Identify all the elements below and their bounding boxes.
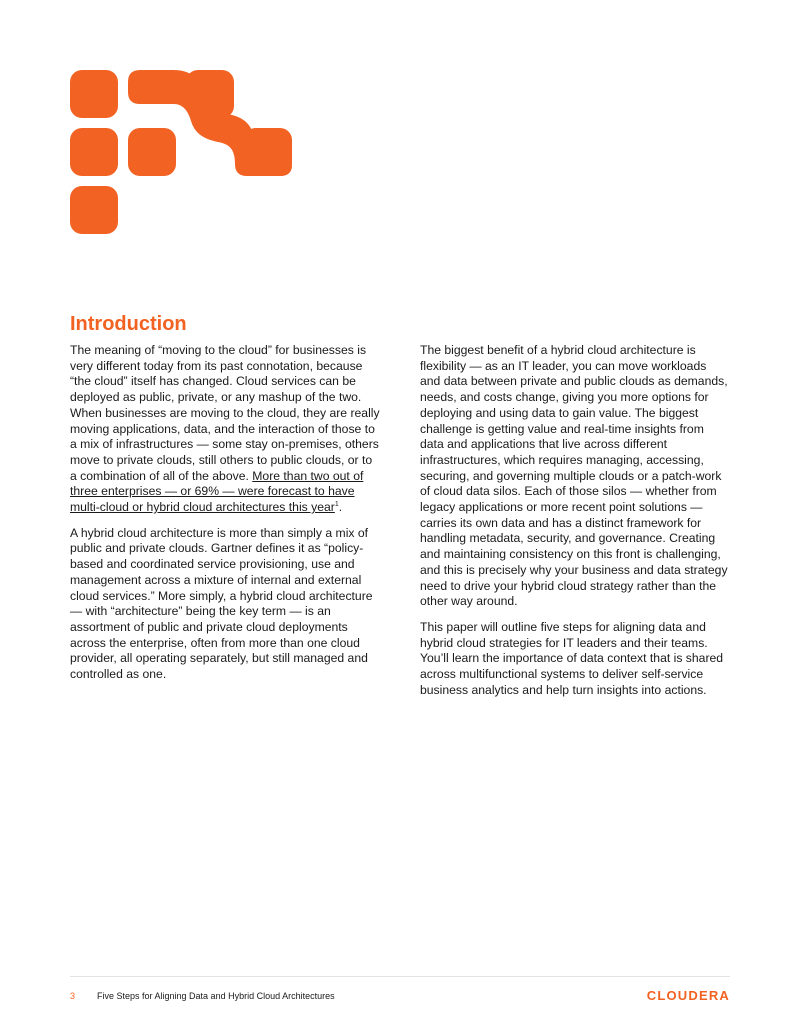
left-column [70,343,380,693]
logo-curve-shape [70,70,295,180]
paragraph-text: The meaning of “moving to the cloud” for businesses is very different today from its past connotation, because “the cloud” itself has changed. Cloud services can be deployed as public, private, or any mashup of the two. When businesses are moving to the cloud, they are really moving applications, data, and the interaction of those to a mix of infrastructures — some stay on-premises, others move to private clouds, still others to public clouds, or to a combination of all of the above. [70,343,380,483]
right-column [420,343,730,708]
footer-divider [70,976,730,977]
paragraph: A hybrid cloud architecture is more than simply a mix of public and private clouds. Gartner defines it as “policy-based and coordinated service provisioning, use and management across a mixture of internal and external cloud services.” More simply, a hybrid cloud architecture — with “architecture” being the key term — is an assortment of public and private cloud deployments across the enterprise, often from more than one cloud provider, all operating separately, but still managed and controlled as one. [70,525,373,682]
paragraph-text: . [338,500,343,515]
paragraph: The biggest benefit of a hybrid cloud architecture is flexibility — as an IT leader, you can move workloads and data between private and public clouds as demands, needs, and costs change, giving you more options for deploying and using data to gain value. The biggest challenge is getting value and real-time insights from data and applications that live across different infrastructures, which requires managing, accessing, securing, and governing multiple clouds or a patch-work of cloud data silos. Each of those silos — whether from legacy applications or more recent point solutions — carries its own data and has a distinct framework for handling metadata, security, and governance. Creating and maintaining consistency on this front is challenging, and this is precisely why your business and data strategy need to drive your hybrid cloud strategy rather than the other way around. [420,343,728,609]
cloudera-wordmark: CLOUDERA [646,988,730,1003]
footer-document-title: Five Steps for Aligning Data and Hybrid Cloud Architectures [97,991,335,1001]
statistic-link[interactable]: More than two out of three enterprises — or 69% — were forecast to have multi-cloud or hybrid cloud architectures this year [70,468,364,515]
logo-block [70,186,118,234]
cloudera-block-mark-icon [70,70,295,240]
paragraph: This paper will outline five steps for aligning data and hybrid cloud strategies for IT leaders and their teams. You’ll learn the importance of data context that is shared across multifunctional systems to deliver self-service business analytics and help turn insights into actions. [420,619,724,697]
paragraph [70,343,380,516]
page-number: 3 [70,991,76,1001]
page-title: Introduction [70,313,187,335]
footnote-marker: 1 [334,500,339,508]
